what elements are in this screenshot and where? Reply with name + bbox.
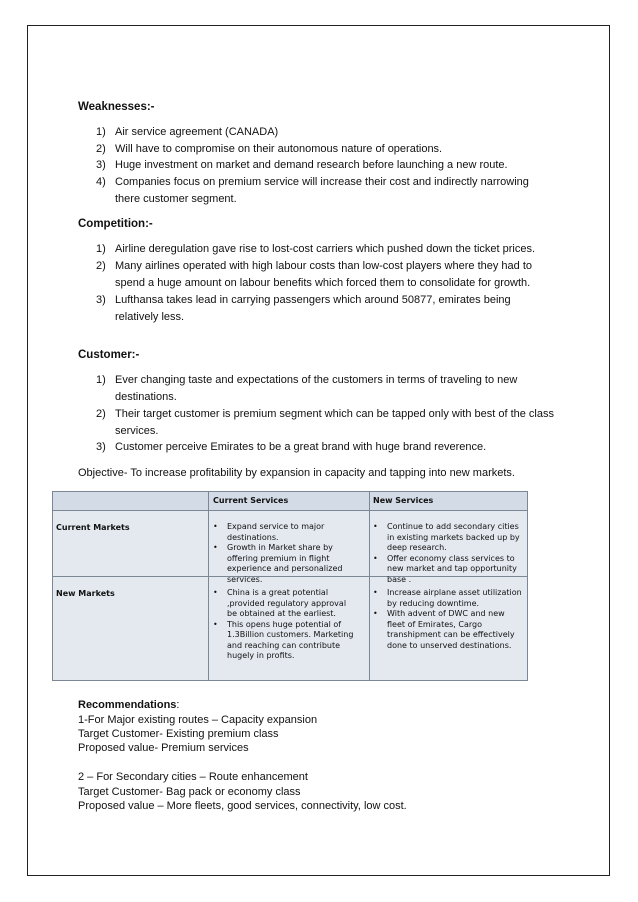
table-cell-list — [371, 522, 525, 585]
recommendation-line: Proposed value – More fleets, good services, connectivity, low cost. — [78, 800, 407, 812]
list-number: 3) — [96, 441, 106, 453]
table-cell-list — [211, 522, 351, 585]
recommendation-line: Target Customer- Existing premium class — [78, 728, 279, 740]
customer-heading: Customer:- — [78, 349, 140, 361]
table-cell-item: • Continue to add secondary cities in existing markets backed up by deep research. — [373, 522, 520, 552]
list-number: 1) — [96, 374, 106, 386]
table-cell-item: • China is a great potential ,provided regulatory approval be obtained at the earliest. — [213, 588, 347, 618]
list-number: 2) — [96, 408, 106, 420]
table-cell-item: • Growth in Market share by offering premium in flight experience and personalized services. — [213, 543, 343, 584]
list-text: Huge investment on market and demand research before launching a new route. — [115, 159, 508, 171]
recommendations-colon: : — [176, 699, 180, 711]
list-number: 3) — [96, 294, 106, 306]
list-text: Companies focus on premium service will increase their cost and indirectly narrowing there customer segment. — [115, 176, 529, 205]
row-header-current-markets: Current Markets — [56, 523, 130, 532]
recommendation-line: 1-For Major existing routes – Capacity expansion — [78, 714, 318, 726]
weaknesses-heading: Weaknesses:- — [78, 101, 155, 113]
table-divider — [369, 492, 370, 680]
table-cell-item: • Offer economy class services to new market and tap opportunity base . — [373, 553, 517, 584]
list-text: Air service agreement (CANADA) — [115, 126, 279, 138]
recommendations-heading — [78, 698, 179, 713]
list-number: 4) — [96, 176, 106, 188]
list-text: Lufthansa takes lead in carrying passengers which around 50877, emirates being relatively less. — [115, 294, 511, 323]
list-text: Ever changing taste and expectations of the customers in terms of traveling to new destinations. — [115, 374, 518, 403]
list-text: Will have to compromise on their autonomous nature of operations. — [115, 143, 443, 155]
competition-heading: Competition:- — [78, 218, 153, 230]
table-cell-item: • Expand service to major destinations. — [213, 522, 325, 542]
table-cell-list — [211, 588, 357, 662]
table-header-row — [53, 492, 527, 511]
list-text: Customer perceive Emirates to be a great brand with huge brand reverence. — [115, 441, 487, 453]
table-cell-item: • Increase airplane asset utilization by reducing downtime. — [373, 588, 522, 608]
column-header-current-services: Current Services — [213, 496, 289, 505]
table-cell-list — [371, 588, 525, 651]
list-text: Many airlines operated with high labour costs than low-cost players where they had to spend a huge amount on labour benefits which forced them to consolidate for growth. — [115, 260, 533, 289]
table-cell-item: • This opens huge potential of 1.3Billion customers. Marketing and reaching can contribute hugely in profits. — [213, 619, 354, 660]
recommendation-line: Target Customer- Bag pack or economy class — [78, 786, 301, 798]
recommendations-title: Recommendations — [78, 699, 177, 711]
list-number: 2) — [96, 260, 106, 272]
objective-text: Objective- To increase profitability by expansion in capacity and tapping into new markets. — [78, 467, 515, 479]
recommendation-line: Proposed value- Premium services — [78, 742, 249, 754]
list-number: 1) — [96, 243, 106, 255]
table-divider — [208, 492, 209, 680]
row-header-new-markets: New Markets — [56, 589, 115, 598]
list-number: 3) — [96, 159, 106, 171]
ansoff-matrix-table — [52, 491, 528, 681]
list-number: 1) — [96, 126, 106, 138]
list-text: Airline deregulation gave rise to lost-cost carriers which pushed down the ticket prices. — [115, 243, 536, 255]
list-number: 2) — [96, 143, 106, 155]
column-header-new-services: New Services — [373, 496, 434, 505]
table-cell-item: • With advent of DWC and new fleet of Emirates, Cargo transhipment can be effectively done to unserved destinations. — [373, 609, 515, 650]
list-text: Their target customer is premium segment which can be tapped only with best of the class services. — [115, 408, 554, 437]
recommendation-line: 2 – For Secondary cities – Route enhancement — [78, 771, 308, 783]
